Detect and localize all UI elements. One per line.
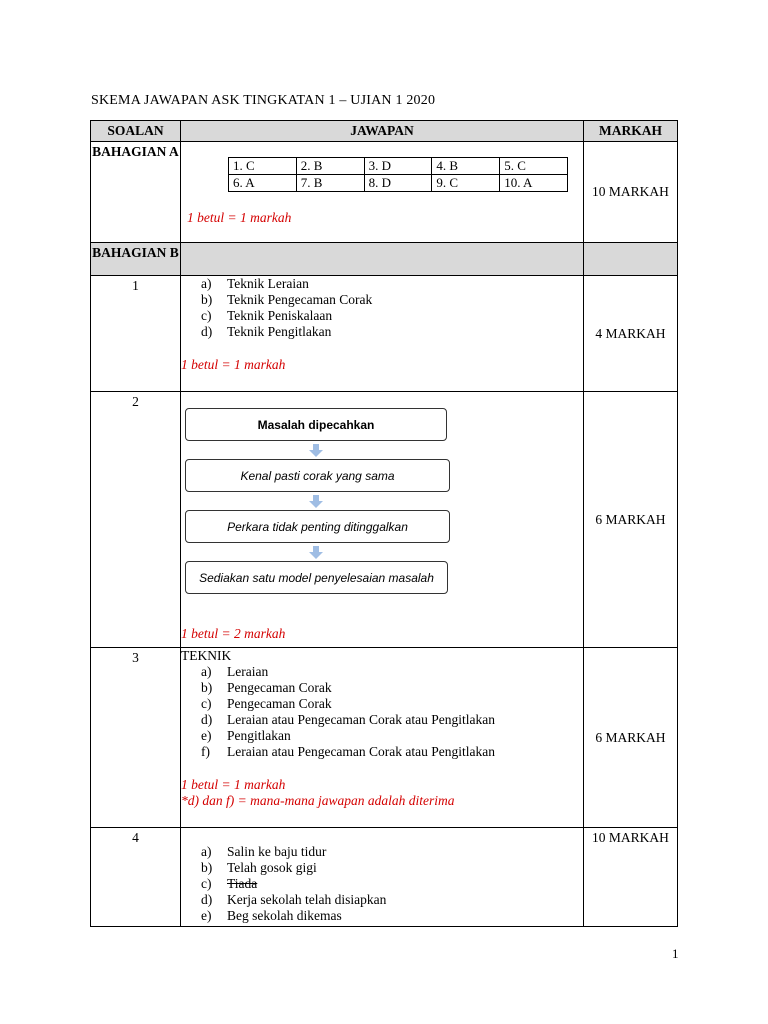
answer-grid-row-2 — [229, 175, 568, 192]
question-number: 3 — [91, 648, 181, 828]
q1-answer-cell — [181, 276, 584, 392]
list-item: b) Telah gosok gigi — [201, 860, 317, 875]
list-item: a) Salin ke baju tidur — [201, 844, 327, 859]
bahagian-a-label: BAHAGIAN A — [91, 142, 181, 243]
answer-cell: 1. C — [229, 158, 297, 175]
row-question-3 — [91, 648, 678, 828]
header-row — [91, 121, 678, 142]
q1-markah: 4 MARKAH — [584, 276, 678, 392]
header-jawapan: JAWAPAN — [181, 121, 584, 142]
question-number: 4 — [91, 828, 181, 927]
answer-cell: 2. B — [296, 158, 364, 175]
answer-cell: 9. C — [432, 175, 500, 192]
page-number: 1 — [672, 946, 679, 961]
answer-cell: 8. D — [364, 175, 432, 192]
list-item: d) Kerja sekolah telah disiapkan — [201, 892, 387, 907]
header-soalan: SOALAN — [91, 121, 181, 142]
list-item: b) Pengecaman Corak — [201, 680, 332, 695]
answer-grid-row-1 — [229, 158, 568, 175]
q1-note: 1 betul = 1 markah — [181, 357, 286, 372]
q3-note: 1 betul = 1 markah — [181, 777, 286, 792]
row-bahagian-a — [91, 142, 678, 243]
q3-heading: TEKNIK — [181, 648, 232, 663]
answer-cell: 5. C — [500, 158, 568, 175]
objective-answer-grid — [228, 157, 568, 192]
q3-markah: 6 MARKAH — [584, 648, 678, 828]
bahagian-a-markah: 10 MARKAH — [584, 142, 678, 243]
q2-markah: 6 MARKAH — [584, 392, 678, 648]
q4-answer-list — [181, 844, 583, 924]
q1-answer-list — [181, 276, 583, 340]
q2-answer-cell — [181, 392, 584, 648]
list-item: c) Teknik Peniskalaan — [201, 308, 333, 323]
q3-note-accepted: *d) dan f) = mana-mana jawapan adalah diterima — [181, 793, 455, 808]
answer-scheme-table — [90, 120, 678, 927]
row-question-4 — [91, 828, 678, 927]
answer-cell: 10. A — [500, 175, 568, 192]
answer-cell: 4. B — [432, 158, 500, 175]
row-question-2 — [91, 392, 678, 648]
document-title: SKEMA JAWAPAN ASK TINGKATAN 1 – UJIAN 1 2020 — [91, 93, 436, 108]
q2-flowchart — [181, 402, 583, 608]
q4-markah: 10 MARKAH — [584, 828, 678, 927]
flow-step-3: Perkara tidak penting ditinggalkan — [185, 510, 450, 543]
flow-step-2: Kenal pasti corak yang sama — [185, 459, 450, 492]
answer-cell: 7. B — [296, 175, 364, 192]
list-item: b) Teknik Pengecaman Corak — [201, 292, 373, 307]
q2-note: 1 betul = 2 markah — [181, 626, 286, 641]
q3-answer-list — [181, 664, 583, 760]
list-item: c) Pengecaman Corak — [201, 696, 332, 711]
list-item: f) Leraian atau Pengecaman Corak atau Pengitlakan — [201, 744, 496, 759]
q3-answer-cell — [181, 648, 584, 828]
question-number: 1 — [91, 276, 181, 392]
q4-answer-cell — [181, 828, 584, 927]
list-item: d) Teknik Pengitlakan — [201, 324, 332, 339]
answer-cell: 3. D — [364, 158, 432, 175]
bahagian-a-answers-cell — [181, 142, 584, 243]
row-bahagian-b — [91, 243, 678, 276]
flow-step-1: Masalah dipecahkan — [185, 408, 447, 441]
list-item: e) Pengitlakan — [201, 728, 291, 743]
list-item: a) Leraian — [201, 664, 269, 679]
row-question-1 — [91, 276, 678, 392]
bahagian-a-note: 1 betul = 1 markah — [187, 210, 292, 225]
list-item: a) Teknik Leraian — [201, 276, 309, 291]
question-number: 2 — [91, 392, 181, 648]
bahagian-b-label: BAHAGIAN B — [91, 243, 181, 276]
list-item-struck: c) Tiada — [201, 876, 258, 891]
answer-cell: 6. A — [229, 175, 297, 192]
list-item: e) Beg sekolah dikemas — [201, 908, 342, 923]
header-markah: MARKAH — [584, 121, 678, 142]
list-item: d) Leraian atau Pengecaman Corak atau Pengitlakan — [201, 712, 496, 727]
flow-step-4: Sediakan satu model penyelesaian masalah — [185, 561, 448, 594]
